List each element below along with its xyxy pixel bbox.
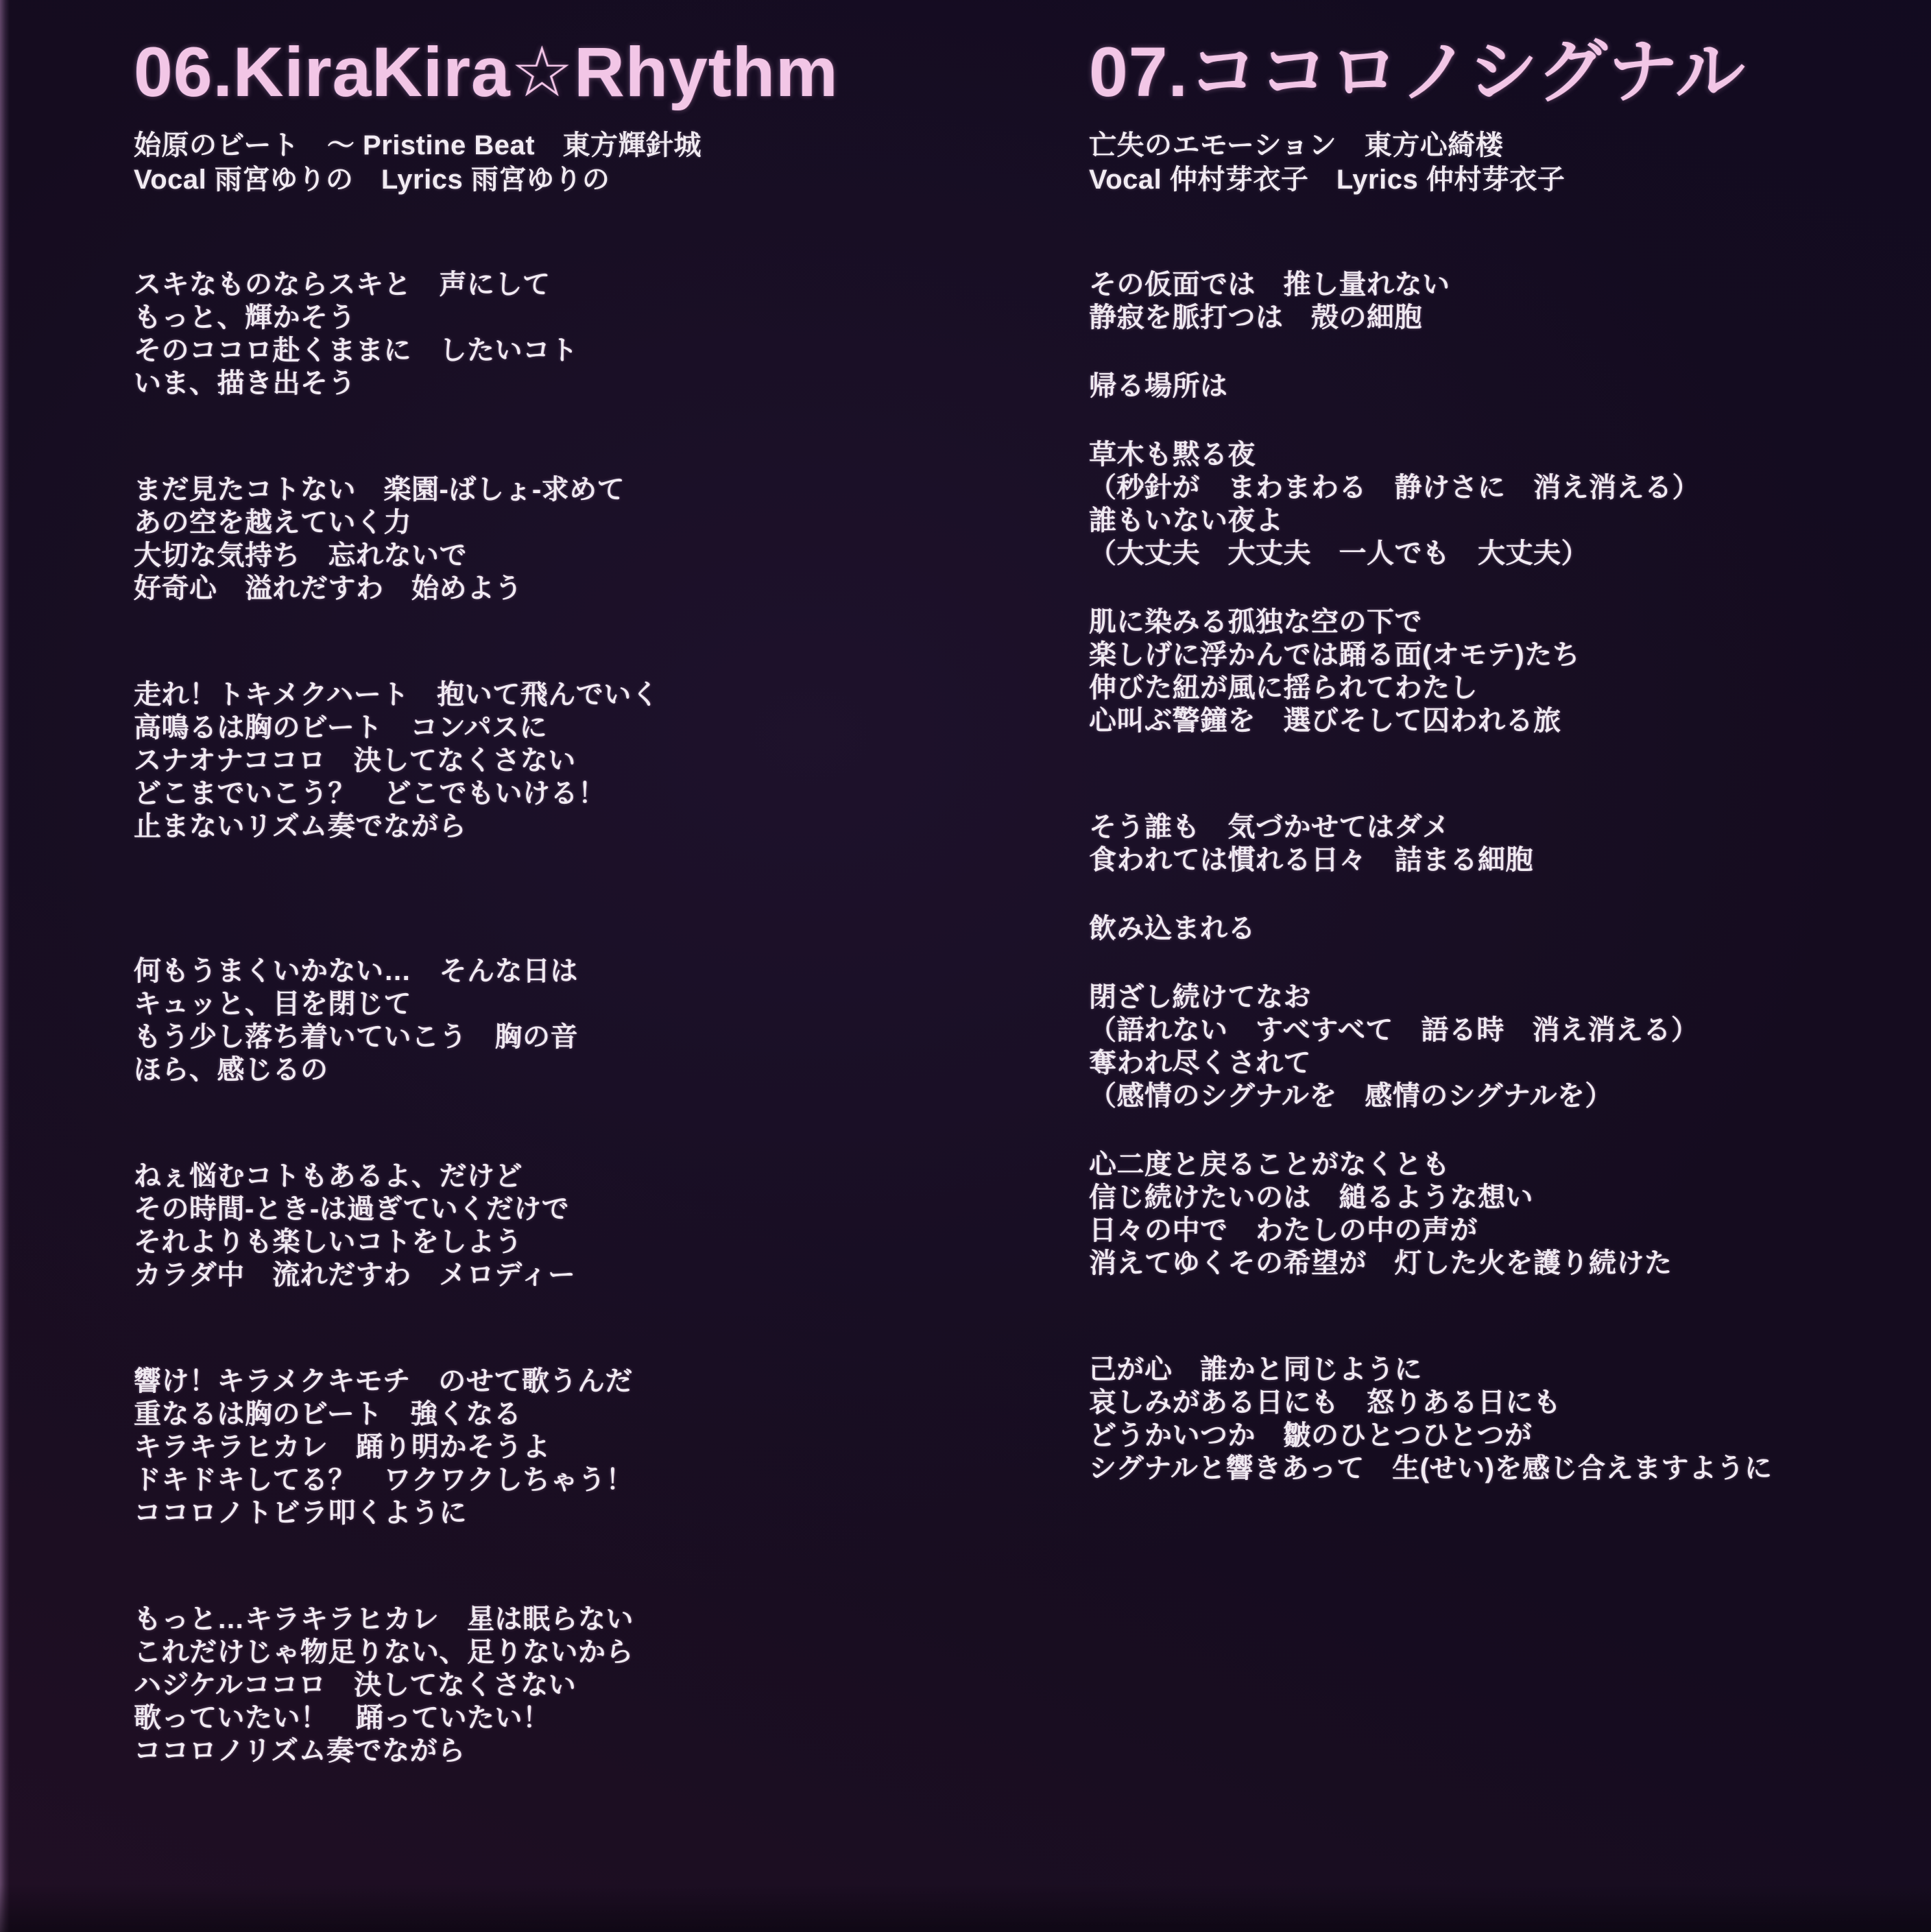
lyric-line: 日々の中で わたしの中の声が	[1089, 1215, 1478, 1246]
lyric-line: もっと、輝かそう	[134, 302, 356, 333]
scan-edge-left	[0, 0, 10, 1932]
lyric-line: 走れ！トキメクハート 抱いて飛んでいく	[134, 680, 660, 711]
stanza	[1089, 912, 1919, 945]
lyric-line: ねぇ悩むコトもあるよ、だけど	[134, 1161, 523, 1192]
lyric-line: ハジケルココロ 決してなくさない	[134, 1670, 577, 1701]
lyric-line: 響け！キラメクキモチ のせて歌うんだ	[134, 1366, 633, 1397]
lyric-line: 伸びた紐が風に揺られてわたし	[1089, 673, 1478, 704]
lyric-line: ドキドキしてる？ ワクワクしちゃう！	[134, 1465, 634, 1496]
lyric-line: どうかいつか 皺のひとつひとつが	[1089, 1420, 1533, 1451]
lyric-line: スキなものならスキと 声にして	[134, 270, 551, 300]
lyric-line: いま、描き出そう	[134, 368, 356, 399]
lyric-line: 大切な気持ち 忘れないで	[134, 540, 467, 571]
lyric-line: これだけじゃ物足りない、足りないから	[134, 1637, 634, 1668]
lyric-line: キラキラヒカレ 踊り明かそうよ	[134, 1432, 551, 1463]
lyric-line: カラダ中 流れだすわ メロディー	[134, 1260, 576, 1291]
lyric-line: 止まないリズム奏でながら	[134, 811, 467, 842]
lyric-line: もっと…キラキラヒカレ 星は眠らない	[134, 1604, 634, 1635]
lyric-line: 肌に染みる孤独な空の下で	[1089, 607, 1422, 638]
track-07-title: 07.ココロノシグナル	[1089, 33, 1746, 111]
lyric-line: （秒針が まわまわる 静けさに 消え消える）	[1089, 473, 1700, 503]
lyric-line: 重なるは胸のビート 強くなる	[134, 1399, 522, 1430]
lyric-line: 信じ続けたいのは 縋るような想い	[1089, 1182, 1533, 1213]
stanza	[1089, 981, 1919, 1112]
lyric-line: あの空を越えていく力	[134, 508, 411, 538]
lyric-line: 哀しみがある日にも 怒りある日にも	[1089, 1387, 1561, 1418]
lyric-line: （大丈夫 大丈夫 一人でも 大丈夫）	[1089, 538, 1589, 569]
stanza	[134, 955, 1046, 1086]
lyric-line: （語れない すべすべて 語る時 消え消える）	[1089, 1015, 1699, 1046]
lyric-line: ココロノリズム奏でながら	[134, 1736, 466, 1767]
lyric-line: そのココロ赴くままに したいコト	[134, 335, 578, 366]
lyric-line: その時間-とき-は過ぎていくだけで	[134, 1194, 570, 1225]
stanza	[1089, 1148, 1919, 1280]
lyric-line: 歌っていたい！ 踊っていたい！	[134, 1703, 551, 1734]
track-06-section	[134, 33, 1046, 1767]
lyric-line: 心叫ぶ警鐘を 選びそして囚われる旅	[1089, 706, 1561, 737]
track-06-credits-line: Vocal 雨宮ゆりの Lyrics 雨宮ゆりの	[134, 165, 610, 195]
lyric-line: 何もうまくいかない… そんな日は	[134, 956, 578, 987]
lyric-line: 奪われ尽くされて	[1089, 1048, 1311, 1079]
stanza	[134, 473, 1046, 605]
stanza	[134, 268, 1046, 400]
lyric-line: 誰もいない夜よ	[1089, 505, 1284, 536]
stanza	[134, 1603, 1046, 1767]
lyric-line: 己が心 誰かと同じように	[1089, 1355, 1422, 1385]
lyric-line: 食われては慣れる日々 詰まる細胞	[1089, 845, 1533, 876]
stanza	[1089, 811, 1919, 876]
lyric-line: その仮面では 推し量れない	[1089, 270, 1450, 300]
lyric-line: 静寂を脈打つは 殻の細胞	[1089, 302, 1422, 333]
track-06-source-line: 始原のビート ～ Pristine Beat 東方輝針城	[134, 130, 702, 161]
lyric-line: 閉ざし続けてなお	[1089, 982, 1311, 1013]
stanza	[134, 1365, 1046, 1529]
track-07-lyrics	[1089, 268, 1919, 1485]
track-06-lyrics	[134, 268, 1046, 1767]
lyric-line: キュッと、目を閉じて	[134, 989, 411, 1020]
lyric-line: どこまでいこう？ どこでもいける！	[134, 778, 606, 809]
stanza	[134, 1160, 1046, 1291]
lyric-line: シグナルと響きあって 生(せい)を感じ合えますように	[1089, 1453, 1773, 1484]
lyric-line: 楽しげに浮かんでは踊る面(オモテ)たち	[1089, 640, 1581, 671]
lyric-line: ほら、感じるの	[134, 1055, 328, 1086]
lyric-line: それよりも楽しいコトをしよう	[134, 1227, 523, 1258]
stanza	[1089, 1353, 1919, 1485]
track-07-source-line: 亡失のエモーション 東方心綺楼	[1089, 130, 1504, 161]
lyric-line: （感情のシグナルを 感情のシグナルを）	[1089, 1081, 1613, 1112]
lyric-line: 好奇心 溢れだすわ 始めよう	[134, 573, 523, 604]
track-07-section	[1089, 33, 1919, 1485]
stanza	[1089, 370, 1919, 403]
lyric-line: 心二度と戻ることがなくとも	[1089, 1149, 1450, 1180]
track-07-credits-line: Vocal 仲村芽衣子 Lyrics 仲村芽衣子	[1089, 165, 1566, 195]
track-06-title: 06.KiraKira☆Rhythm	[134, 33, 839, 111]
stanza	[134, 678, 1046, 843]
lyric-line: 帰る場所は	[1089, 371, 1228, 402]
lyric-line: 高鳴るは胸のビート コンパスに	[134, 713, 548, 743]
stanza	[1089, 606, 1919, 737]
stanza	[1089, 268, 1919, 334]
lyric-line: ココロノトビラ叩くように	[134, 1498, 467, 1529]
lyric-line: まだ見たコトない 楽園-ばしょ-求めて	[134, 475, 625, 505]
lyric-line: もう少し落ち着いていこう 胸の音	[134, 1022, 578, 1053]
lyric-line: そう誰も 気づかせてはダメ	[1089, 812, 1450, 843]
stanza	[1089, 438, 1919, 570]
lyric-line: 飲み込まれる	[1089, 914, 1256, 944]
lyric-line: 草木も黙る夜	[1089, 440, 1256, 470]
lyric-line: スナオナココロ 決してなくさない	[134, 746, 576, 776]
lyric-line: 消えてゆくその希望が 灯した火を護り続けた	[1089, 1248, 1672, 1279]
